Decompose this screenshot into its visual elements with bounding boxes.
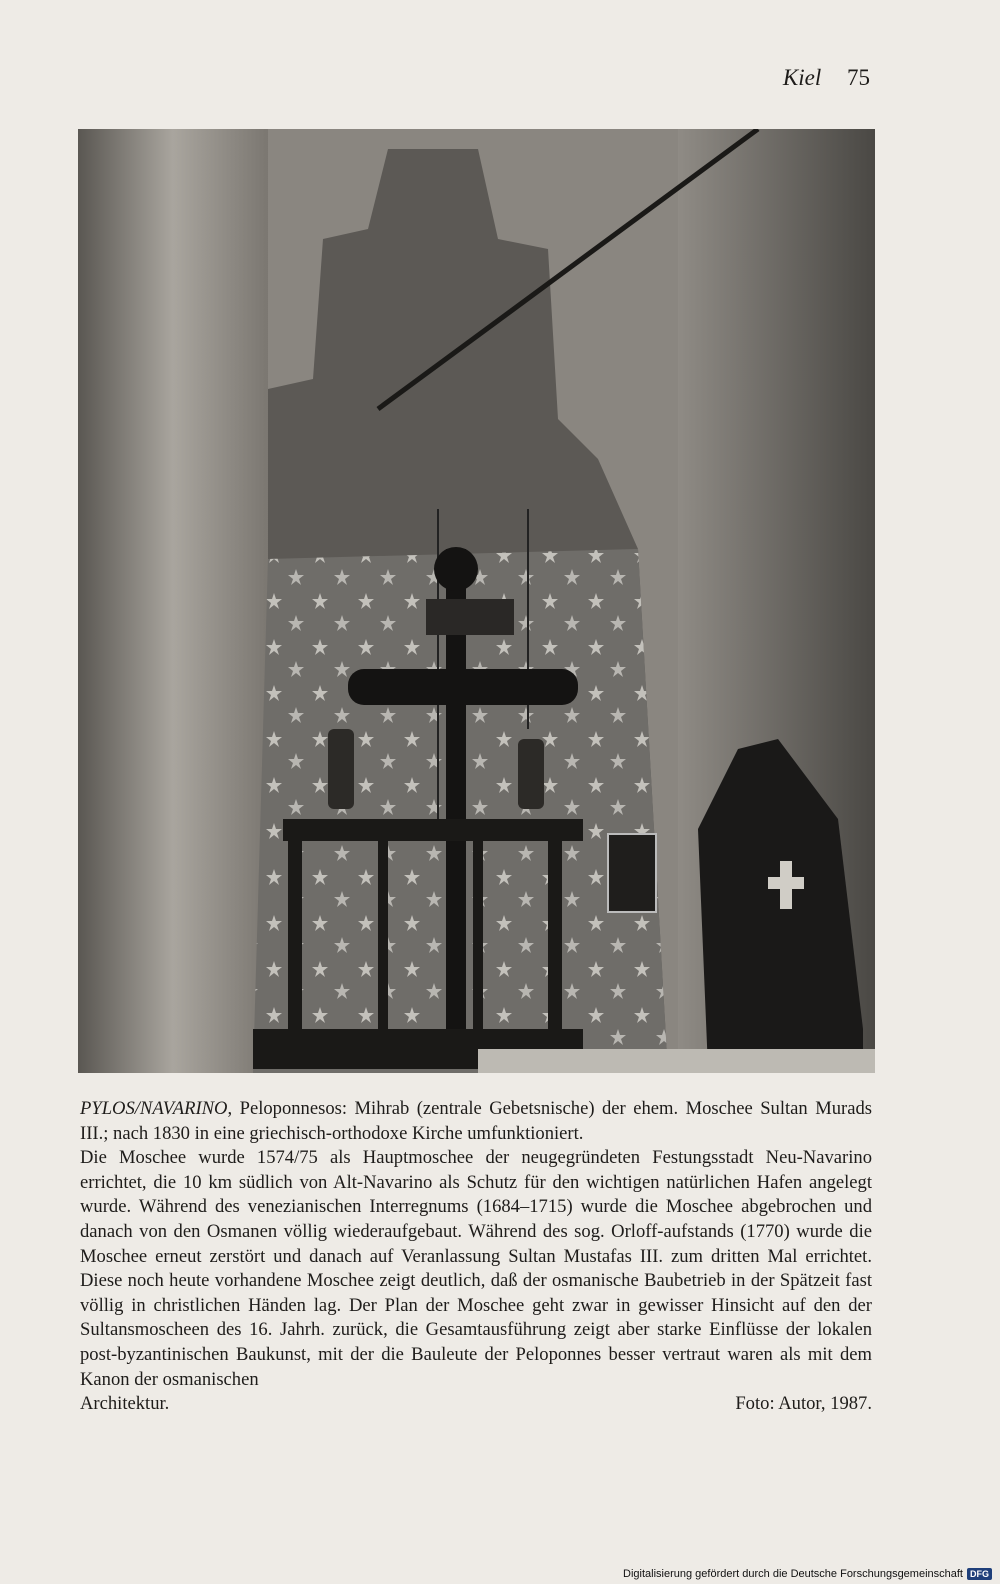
caption-last-line bbox=[80, 1392, 872, 1417]
figure-caption bbox=[80, 1097, 872, 1417]
funding-note: Digitalisierung gefördert durch die Deutsche Forschungsgemeinschaft bbox=[623, 1568, 963, 1580]
caption-last-word: Architektur. bbox=[80, 1393, 170, 1415]
mihrab-photograph bbox=[78, 129, 875, 1073]
photo-credit: Foto: Autor, 1987. bbox=[735, 1393, 872, 1415]
photo-drawing bbox=[78, 129, 875, 1073]
digitization-footer bbox=[623, 1568, 992, 1580]
caption-body: Die Moschee wurde 1574/75 als Hauptmoschee der neugegründeten Festungsstadt Neu-Navarino errichtet, die 10 km südlich von Alt-Navarino als Schutz für den wichtigen natürlichen Hafen angelegt wurde. Während des venezianischen Interregnums (1684–1715) wurde die Moschee abgebrochen und danach von den Osmanen völlig wiederaufgebaut. Während des sog. Orloff-aufstands (1770) wurde die Moschee erneut zerstört und danach auf Veranlassung Sultan Mustafas III. zum dritten Mal errichtet. Diese noch heute vorhandene Moschee zeigt deutlich, daß der osmanische Baubetrieb in der Spätzeit fast völlig in christlichen Händen lag. Der Plan der Moschee geht zwar in gewisser Hinsicht auf den der Sultansmoscheen des 16. Jahrh. zurück, die Gesamtausführung zeigt aber starke Einflüsse der lokalen post-byzantinischen Baukunst, mit der die Bauleute der Peloponnes besser vertraut waren als mit dem Kanon der osmanischen bbox=[80, 1147, 872, 1390]
caption-first-sentence: , Peloponnesos: Mihrab (zentrale Gebetsnische) der ehem. Moschee Sultan Murads III.; nach 1830 in eine griechisch-orthodoxe Kirche umfunktioniert. bbox=[80, 1098, 872, 1144]
running-title: Kiel bbox=[782, 65, 822, 90]
page-number: 75 bbox=[847, 65, 870, 90]
dfg-logo: DFG bbox=[967, 1568, 992, 1580]
page-header bbox=[0, 64, 870, 92]
caption-place-name: PYLOS/NAVARINO bbox=[80, 1098, 228, 1119]
